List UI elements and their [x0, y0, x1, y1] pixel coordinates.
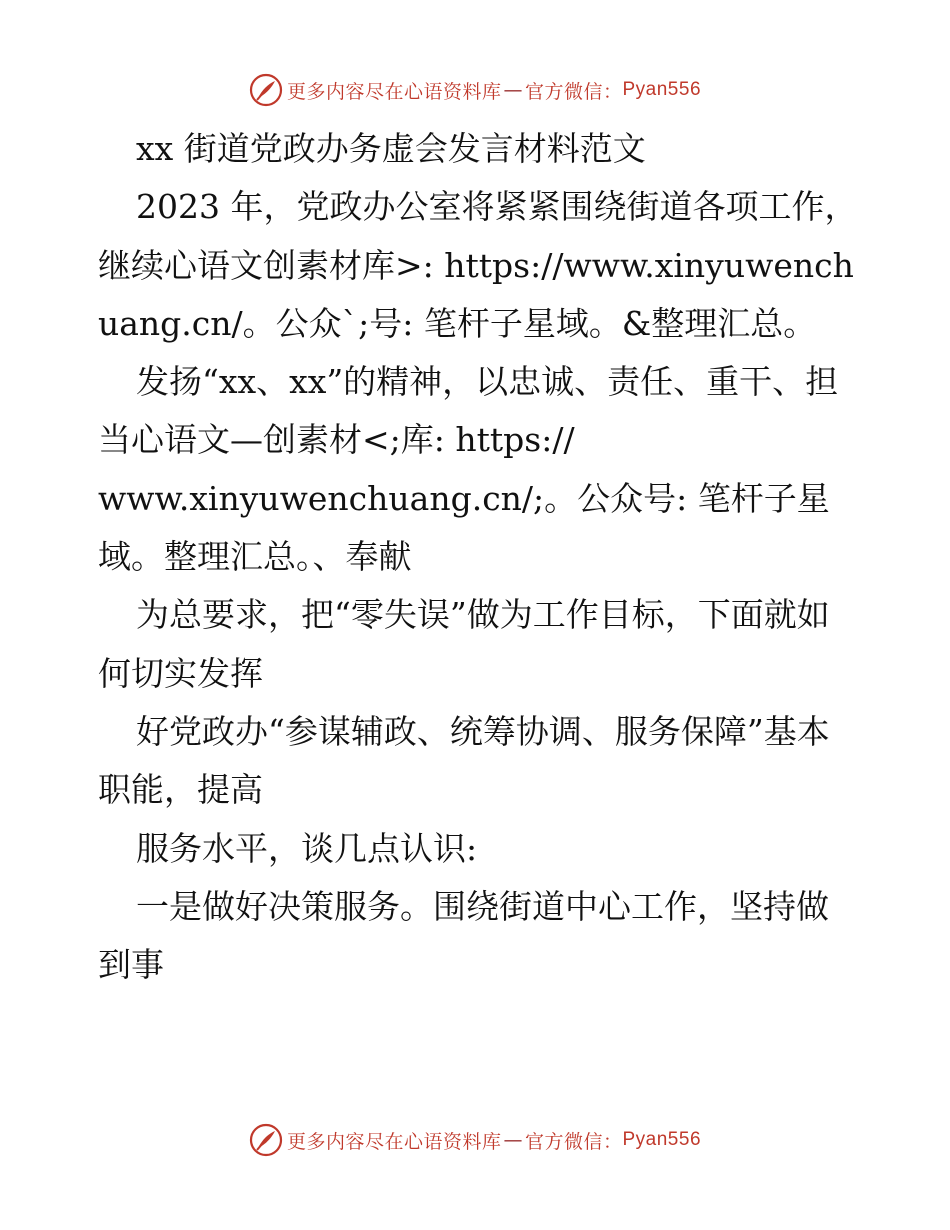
feather-pen-logo-icon: [249, 1123, 283, 1157]
watermark-dash: —: [503, 79, 523, 101]
footer-watermark-wechat-id: Pyan556: [622, 1129, 702, 1150]
paragraph-4: 域。整理汇总。、奉献: [98, 537, 412, 577]
footer-watermark: [0, 1120, 950, 1160]
watermark-brand-text: 更多内容尽在心语资料库: [286, 80, 502, 103]
footer-watermark-dash: —: [503, 1129, 523, 1151]
paragraph-2: 发扬“xx、xx”的精神，以忠诚、责任、重干、担当心语文—创素材<;库: https://: [98, 362, 839, 460]
header-watermark: [0, 70, 950, 110]
watermark-wechat-id: Pyan556: [622, 79, 702, 100]
paragraph-3: www.xinyuwenchuang.cn/;。公众号: 笔杆子星: [98, 478, 830, 518]
feather-pen-logo-icon: [249, 73, 283, 107]
footer-watermark-brand-text: 更多内容尽在心语资料库: [286, 1130, 502, 1153]
paragraph-1: 2023 年，党政办公室将紧紧围绕街道各项工作，继续心语文创素材库>: https://www.xinyuwenchuang.cn/。公众`;号: 笔杆子星域。&整理汇总。: [98, 187, 858, 343]
document-body: [98, 120, 858, 994]
watermark-official-text: 官方微信：: [524, 80, 623, 103]
paragraph-6: 好党政办“参谋辅政、统筹协调、服务保障”基本职能，提高: [98, 711, 830, 810]
paragraph-7: 服务水平，谈几点认识:: [136, 828, 478, 868]
footer-watermark-official-text: 官方微信：: [524, 1130, 623, 1153]
paragraph-5: 为总要求，把“零失误”做为工作目标，下面就如何切实发挥: [98, 595, 830, 693]
paragraph-8: 一是做好决策服务。围绕街道中心工作，坚持做到事: [98, 886, 829, 985]
document-title: xx 街道党政办务虚会发言材料范文: [136, 129, 646, 168]
